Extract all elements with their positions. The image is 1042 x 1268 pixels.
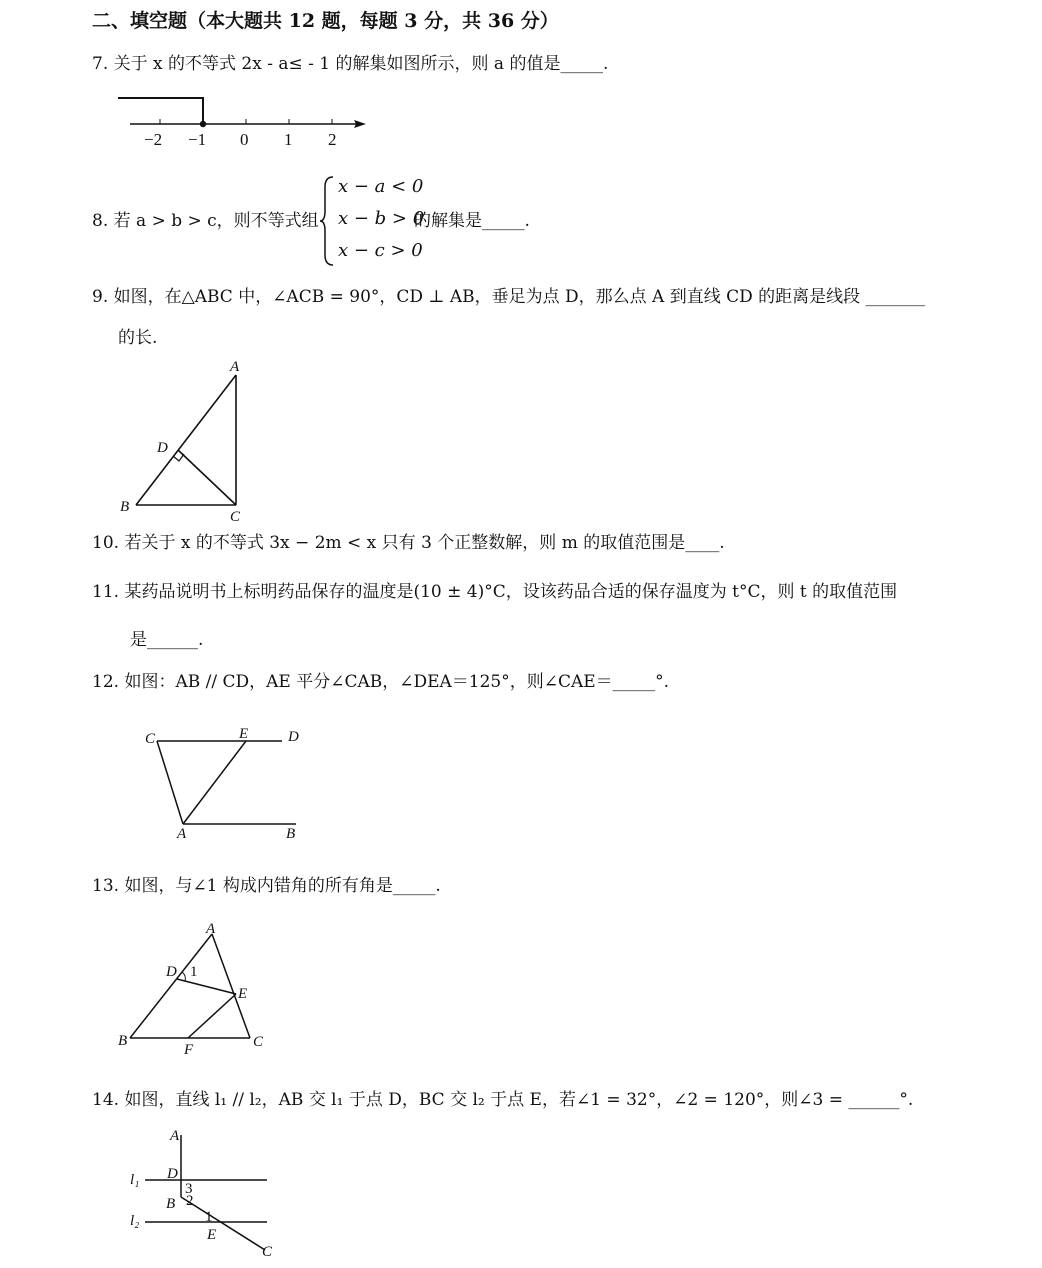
label-A: A bbox=[177, 826, 187, 842]
label-C: C bbox=[262, 1244, 273, 1260]
q11-line2: 是______. bbox=[130, 630, 204, 650]
label-C: C bbox=[230, 509, 241, 525]
label-l1: l₁ bbox=[130, 1172, 140, 1188]
q8-prefix: 8. 若 a > b > c，则不等式组 bbox=[92, 211, 319, 231]
label-B: B bbox=[120, 499, 130, 515]
label-D: D bbox=[288, 729, 299, 745]
q10-text: 10. 若关于 x 的不等式 3x − 2m < x 只有 3 个正整数解，则 m 的取值范围是____. bbox=[92, 533, 725, 553]
q7-number-line bbox=[110, 90, 370, 150]
q12-text: 12. 如图：AB // CD，AE 平分∠CAB，∠DEA＝125°，则∠CAE＝_____°. bbox=[92, 672, 670, 692]
label-D: D bbox=[157, 440, 168, 456]
label-E: E bbox=[207, 1227, 217, 1243]
q9-triangle-figure bbox=[110, 355, 270, 525]
label-A: A bbox=[206, 921, 216, 937]
q14-parallel-lines-figure bbox=[125, 1125, 305, 1265]
label-E: E bbox=[239, 726, 249, 742]
q8-row-1: x − a < 0 bbox=[338, 176, 424, 197]
q13-triangle-figure bbox=[110, 918, 280, 1058]
tick-label: 2 bbox=[328, 130, 337, 149]
label-A: A bbox=[230, 359, 240, 375]
q9-line1: 9. 如图，在△ABC 中，∠ACB = 90°，CD ⊥ AB，垂足为点 D，那么点 A 到直线 CD 的距离是线段 _______ bbox=[92, 287, 926, 307]
q11-line1: 11. 某药品说明书上标明药品保存的温度是(10 ± 4)°C，设该药品合适的保存温度为 t°C，则 t 的取值范围 bbox=[92, 582, 898, 602]
q14-text: 14. 如图，直线 l₁ // l₂，AB 交 l₁ 于点 D，BC 交 l₂ 于点 E，若∠1 = 32°，∠2 = 120°，则∠3 = ______°. bbox=[92, 1090, 914, 1110]
label-B: B bbox=[118, 1033, 128, 1049]
q9-line2: 的长. bbox=[118, 328, 158, 348]
q8-brace bbox=[320, 175, 336, 267]
q8-row-2: x − b > 0 bbox=[338, 208, 425, 229]
tick-label: −2 bbox=[144, 130, 163, 149]
q12-parallel-figure bbox=[140, 725, 340, 845]
label-angle-2: 2 bbox=[186, 1193, 194, 1209]
section-title: 二、填空题（本大题共 12 题，每题 3 分，共 36 分） bbox=[92, 10, 559, 32]
label-F: F bbox=[184, 1042, 194, 1058]
label-angle-1: 1 bbox=[205, 1209, 213, 1225]
q8-row-3: x − c > 0 bbox=[338, 240, 423, 261]
label-angle-1: 1 bbox=[190, 964, 198, 980]
tick-label: 1 bbox=[284, 130, 293, 149]
q7-text: 7. 关于 x 的不等式 2x - a≤ - 1 的解集如图所示，则 a 的值是_____. bbox=[92, 54, 609, 74]
tick-label: −1 bbox=[188, 130, 207, 149]
q8-suffix: 的解集是_____. bbox=[414, 211, 530, 231]
tick-label: 0 bbox=[240, 130, 249, 149]
label-angle-3: 3 bbox=[185, 1181, 193, 1197]
label-C: C bbox=[145, 731, 156, 747]
label-A: A bbox=[170, 1128, 180, 1144]
label-B: B bbox=[166, 1196, 176, 1212]
label-l2: l₂ bbox=[130, 1213, 140, 1229]
label-D: D bbox=[167, 1166, 178, 1182]
q13-text: 13. 如图，与∠1 构成内错角的所有角是_____. bbox=[92, 876, 441, 896]
label-E: E bbox=[238, 986, 248, 1002]
label-D: D bbox=[166, 964, 177, 980]
label-C: C bbox=[253, 1034, 264, 1050]
label-B: B bbox=[286, 826, 296, 842]
